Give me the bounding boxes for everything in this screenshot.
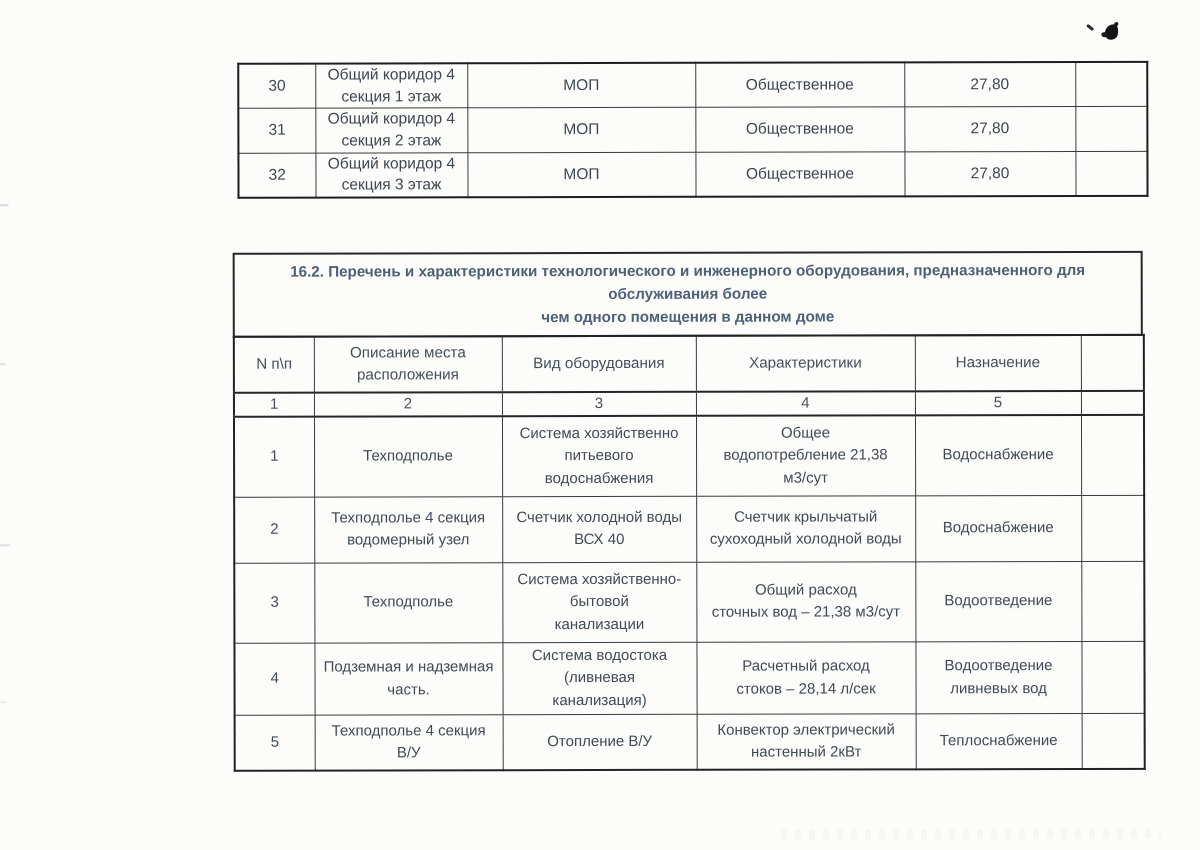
col-header-purpose: Назначение — [915, 335, 1081, 391]
characteristics-cell: Общий расход сточных вод – 21,38 м3/сут — [696, 562, 915, 642]
table-row — [234, 641, 1144, 715]
area-cell: 27,80 — [904, 151, 1075, 196]
table-row — [238, 62, 1147, 109]
scan-streak — [1, 701, 6, 703]
col-number: 2 — [314, 393, 502, 417]
characteristics-cell: Расчетный расход стоков – 28,14 л/сек — [696, 642, 915, 715]
row-number: 1 — [234, 417, 314, 497]
ink-tick-mark — [1086, 24, 1094, 31]
col-header-characteristics: Характеристики — [696, 336, 915, 392]
col-header-location: Описание места расположения — [314, 337, 502, 393]
col-number: 1 — [234, 393, 314, 417]
col-number: 3 — [502, 392, 696, 416]
equipment-cell: Отопление В/У — [503, 715, 697, 770]
row-number: 2 — [234, 497, 314, 563]
characteristics-cell: Счетчик крыльчатый сухоходный холодной воды — [696, 496, 915, 562]
col-header-empty — [1081, 335, 1144, 391]
empty-cell — [1081, 415, 1144, 495]
col-number-empty — [1081, 391, 1144, 415]
location-cell: Техподполье — [314, 417, 502, 497]
empty-cell — [1075, 107, 1147, 152]
empty-cell — [1081, 495, 1144, 561]
type-cell: МОП — [467, 108, 695, 153]
scan-streak — [0, 544, 10, 546]
row-number: 32 — [238, 153, 315, 198]
scan-streak — [0, 363, 6, 365]
location-cell: Техподполье 4 секция В/У — [315, 715, 503, 770]
section-title: 16.2. Перечень и характеристики технологического и инженерного оборудования, предназначенного для обслуживания более чем одного помещения в данном доме — [233, 251, 1143, 338]
table-row — [234, 561, 1144, 643]
empty-cell — [1081, 641, 1144, 714]
equipment-section — [233, 251, 1144, 772]
col-number: 4 — [696, 392, 915, 416]
location-cell: Общий коридор 4 секция 1 этаж — [315, 63, 467, 108]
col-number: 5 — [915, 391, 1081, 415]
table-row — [235, 714, 1145, 771]
table-row — [234, 415, 1144, 497]
equipment-table — [233, 334, 1146, 771]
characteristics-cell: Общее водопотребление 21,38 м3/сут — [696, 416, 915, 496]
ink-blot — [1103, 23, 1119, 42]
purpose-cell: Водоотведение ливневых вод — [915, 641, 1081, 714]
table-row — [238, 107, 1147, 153]
equipment-cell: Система водостока (ливневая канализация) — [502, 642, 696, 715]
category-cell: Общественное — [695, 107, 904, 152]
location-cell: Техподполье — [314, 563, 502, 643]
column-number-row — [234, 391, 1144, 417]
scan-streak — [0, 204, 9, 206]
table-row — [234, 495, 1144, 563]
header-row — [234, 335, 1144, 393]
characteristics-cell: Конвектор электрический настенный 2кВт — [697, 714, 916, 769]
purpose-cell: Водоотведение — [915, 561, 1081, 641]
empty-cell — [1082, 714, 1145, 769]
equipment-cell: Система хозяйственно питьевого водоснабжения — [502, 416, 696, 496]
equipment-cell: Система хозяйственно- бытовой канализации — [502, 562, 696, 642]
col-header-equipment: Вид оборудования — [502, 336, 696, 392]
area-cell: 27,80 — [904, 62, 1075, 107]
row-number: 3 — [234, 563, 314, 643]
equipment-cell: Счетчик холодной воды ВСХ 40 — [502, 496, 696, 562]
empty-cell — [1075, 151, 1147, 196]
row-number: 5 — [235, 715, 315, 770]
premises-table — [237, 61, 1148, 199]
location-cell: Подземная и надземная часть. — [314, 643, 502, 716]
area-cell: 27,80 — [904, 107, 1075, 152]
location-cell: Общий коридор 4 секция 2 этаж — [315, 108, 467, 153]
purpose-cell: Водоснабжение — [915, 415, 1081, 495]
category-cell: Общественное — [695, 62, 904, 107]
type-cell: МОП — [467, 63, 695, 108]
purpose-cell: Водоснабжение — [915, 495, 1081, 561]
empty-cell — [1075, 62, 1147, 107]
row-number: 4 — [234, 643, 314, 716]
empty-cell — [1081, 561, 1144, 641]
purpose-cell: Теплоснабжение — [916, 714, 1082, 769]
scan-noise — [781, 829, 1161, 840]
location-cell: Техподполье 4 секция водомерный узел — [314, 497, 502, 563]
category-cell: Общественное — [695, 152, 904, 197]
table-row — [238, 151, 1147, 198]
col-header-num: N п\п — [234, 337, 314, 393]
type-cell: МОП — [467, 152, 695, 197]
row-number: 30 — [238, 64, 315, 109]
location-cell: Общий коридор 4 секция 3 этаж — [315, 153, 467, 198]
row-number: 31 — [238, 108, 315, 153]
